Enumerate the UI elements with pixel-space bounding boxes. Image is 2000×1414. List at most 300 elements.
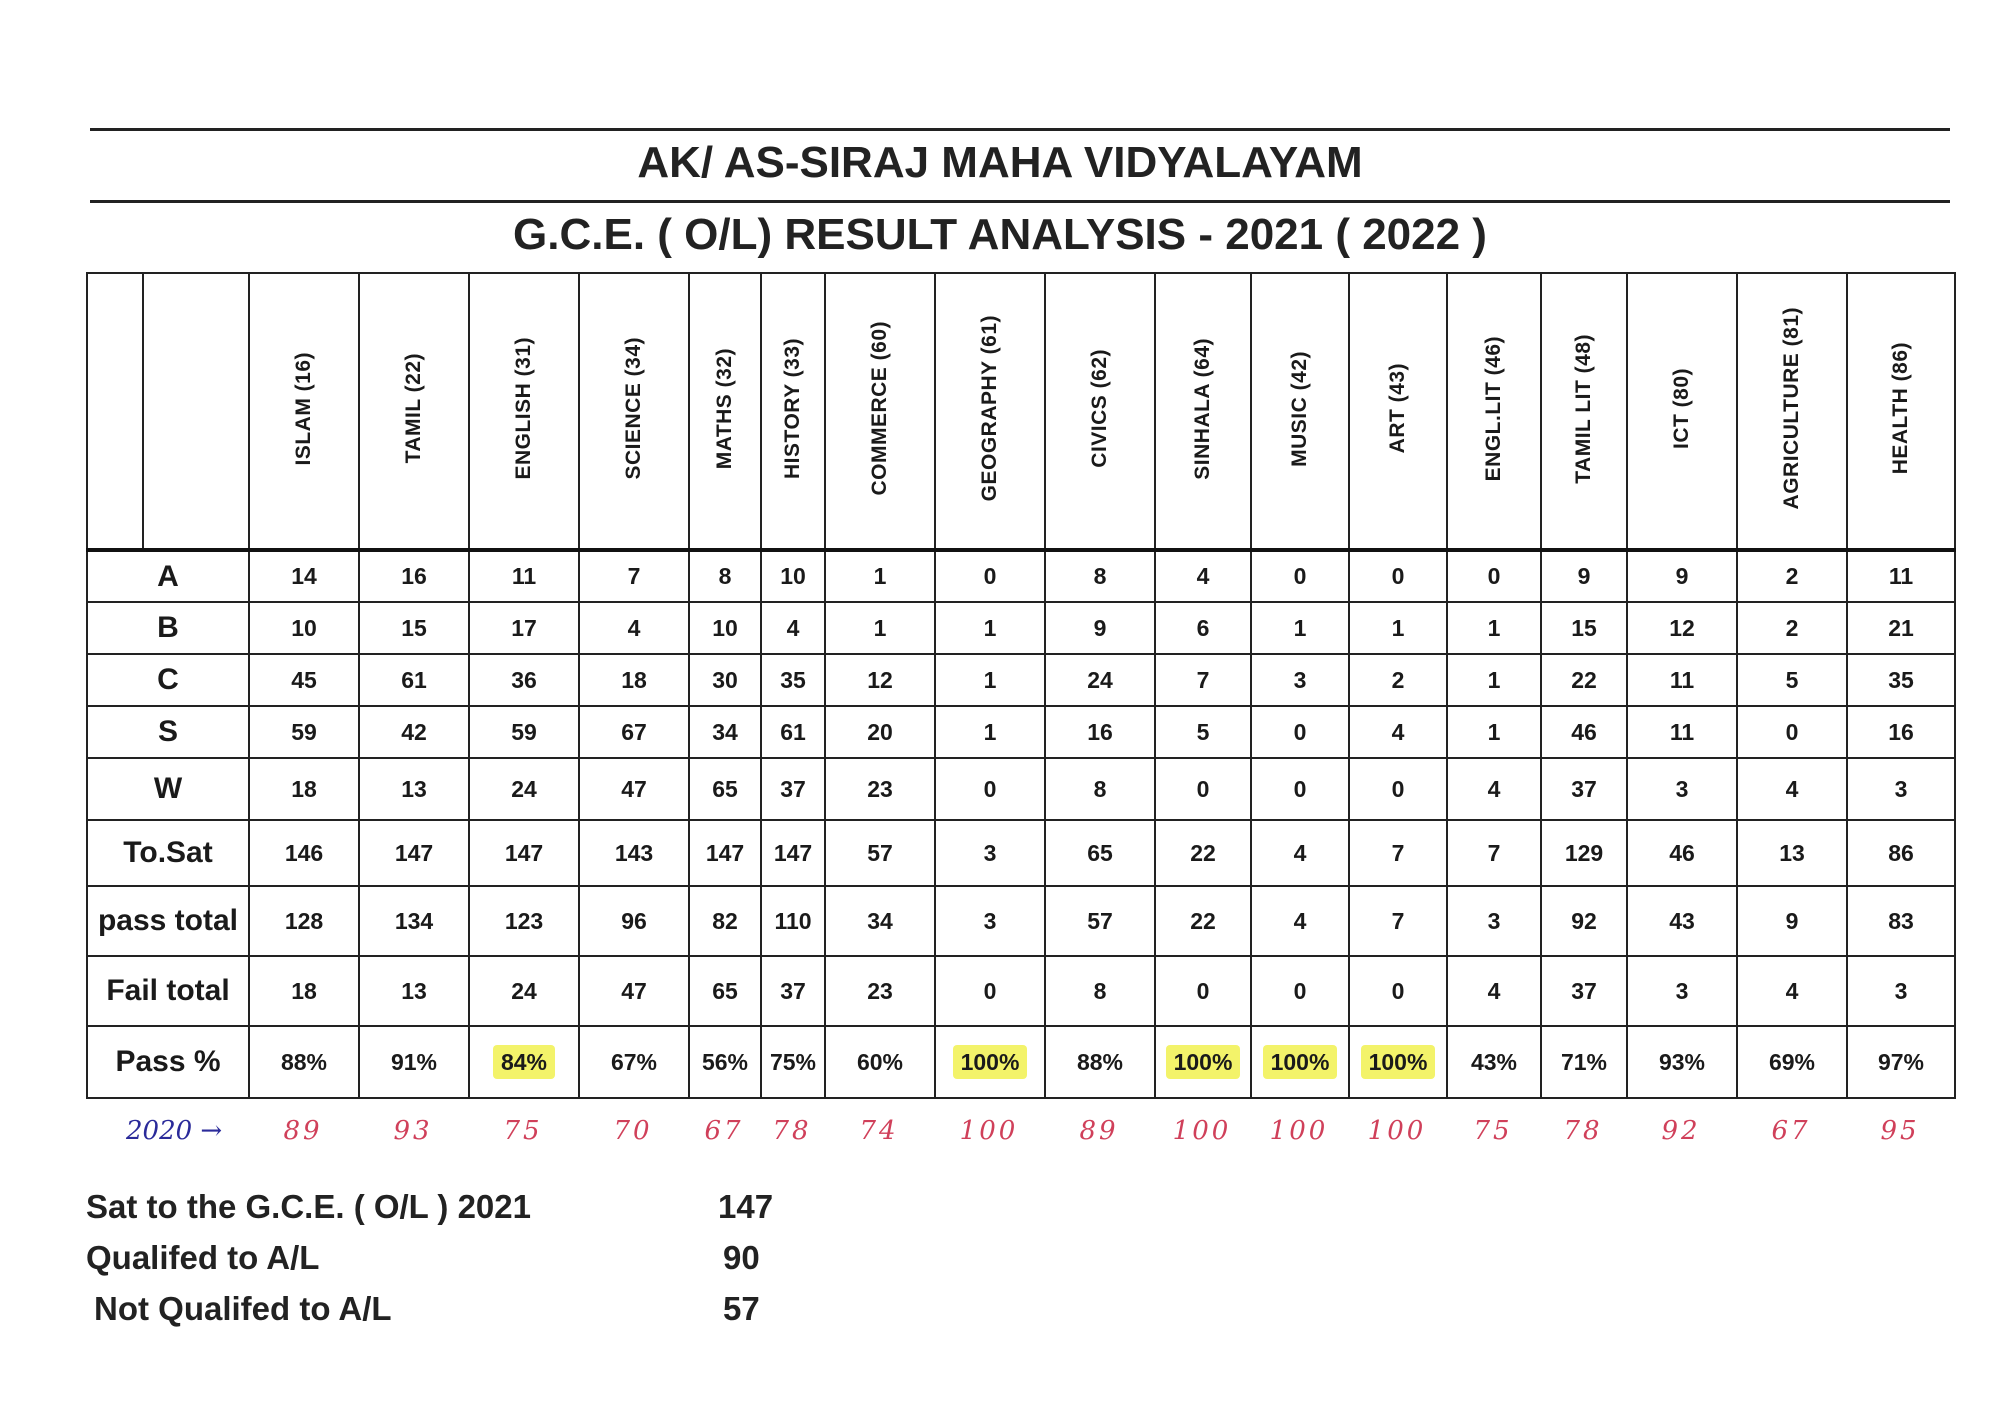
cell-value: 16 (1888, 718, 1914, 745)
cell-value: 0 (1293, 718, 1307, 745)
cell-value: 7 (627, 563, 641, 589)
cell-value: 37 (1571, 977, 1597, 1004)
cell-value: 7 (1487, 839, 1501, 866)
table-cell (469, 886, 579, 956)
highlighted-pass-value: 100% (1263, 1045, 1338, 1079)
handwritten-2020-value: 78 (772, 1116, 812, 1146)
table-cell (1627, 886, 1737, 956)
school-title: AK/ AS-SIRAJ MAHA VIDYALAYAM (637, 138, 1363, 187)
subject-header-label: TAMIL LIT (48) (1572, 333, 1595, 484)
cell-value: 71% (1560, 1048, 1608, 1075)
cell-value: 9 (1785, 907, 1799, 934)
table-cell (469, 956, 579, 1026)
table-cell (1847, 654, 1955, 706)
cell-value: 18 (291, 775, 317, 802)
cell-value: 3 (983, 839, 997, 866)
table-cell (1737, 886, 1847, 956)
cell-value: 22 (1571, 666, 1597, 693)
table-cell (1541, 550, 1627, 602)
handwritten-2020-value: 93 (393, 1116, 433, 1146)
handwritten-2020-value: 78 (1563, 1116, 1603, 1146)
table-cell (1737, 550, 1847, 602)
table-cell (935, 550, 1045, 602)
table-cell (1045, 956, 1155, 1026)
cell-value: 65 (712, 977, 738, 1004)
subject-header (761, 273, 825, 550)
cell-value: 34 (867, 907, 893, 934)
table-cell (1737, 758, 1847, 820)
summary-not-qualified-label: Not Qualifed to A/L (94, 1290, 392, 1327)
cell-value: 1 (983, 614, 997, 641)
table-cell (935, 706, 1045, 758)
table-cell (579, 706, 689, 758)
table-cell (825, 820, 935, 886)
cell-value: 88% (280, 1048, 328, 1075)
cell-value: 10 (291, 614, 317, 641)
cell-value: 13 (401, 775, 427, 802)
subject-header-label: GEOGRAPHY (61) (978, 315, 1001, 502)
table-cell (579, 654, 689, 706)
subject-header-label: ENGLISH (31) (512, 337, 535, 480)
cell-value: 45 (291, 666, 317, 693)
table-cell (1045, 1026, 1155, 1098)
table-cell (761, 602, 825, 654)
table-cell (935, 1026, 1045, 1098)
cell-value: 4 (1293, 839, 1307, 866)
cell-value: 11 (1888, 563, 1914, 589)
cell-value: 1 (983, 666, 997, 693)
cell-value: 0 (1293, 563, 1307, 589)
table-cell (761, 886, 825, 956)
cell-value: 4 (627, 614, 641, 641)
grade-row (87, 1026, 1955, 1098)
cell-value: 17 (511, 614, 537, 641)
table-cell (1447, 654, 1541, 706)
cell-value: 7 (1196, 666, 1210, 693)
cell-value: 4 (1487, 775, 1501, 802)
subject-header (1155, 273, 1251, 550)
table-cell (825, 550, 935, 602)
table-cell (1251, 654, 1349, 706)
table-cell (469, 1026, 579, 1098)
cell-value: 13 (401, 977, 427, 1004)
handwritten-2020-value: 100 (959, 1116, 1019, 1146)
table-cell (469, 706, 579, 758)
table-cell (935, 820, 1045, 886)
cell-value: 6 (1196, 614, 1210, 641)
cell-value: 4 (1785, 977, 1799, 1004)
table-cell (359, 550, 469, 602)
table-cell (689, 706, 761, 758)
grade-row (87, 654, 1955, 706)
cell-value: 7 (1391, 839, 1405, 866)
summary-qualified-value: 90 (723, 1239, 760, 1276)
subject-header (579, 273, 689, 550)
cell-value: 0 (1391, 563, 1405, 589)
cell-value: 4 (1487, 977, 1501, 1004)
table-cell (1045, 758, 1155, 820)
table-cell (1251, 602, 1349, 654)
table-cell (249, 706, 359, 758)
subject-header-label: ISLAM (16) (292, 351, 315, 466)
cell-value: 134 (394, 907, 434, 934)
subject-header-label: ART (43) (1386, 363, 1409, 454)
subject-header (359, 273, 469, 550)
cell-value: 59 (291, 718, 317, 745)
cell-value: 60% (856, 1048, 904, 1075)
row-label: To.Sat (87, 820, 249, 886)
table-cell (359, 758, 469, 820)
table-cell (249, 758, 359, 820)
cell-value: 24 (511, 775, 537, 802)
cell-value: 8 (1093, 775, 1107, 802)
table-cell (935, 654, 1045, 706)
table-cell (1251, 706, 1349, 758)
handwritten-2020-value: 100 (1172, 1116, 1232, 1146)
header-blank-cell (87, 273, 143, 550)
table-cell (1847, 886, 1955, 956)
cell-value: 10 (780, 563, 806, 589)
table-cell (825, 654, 935, 706)
row-label: Pass % (87, 1026, 249, 1098)
subject-header (1847, 273, 1955, 550)
grade-row (87, 602, 1955, 654)
exam-title: G.C.E. ( O/L) RESULT ANALYSIS - 2021 ( 2022 ) (513, 210, 1487, 259)
subject-header-label: SCIENCE (34) (622, 337, 645, 480)
grade-row (87, 550, 1955, 602)
cell-value: 97% (1877, 1048, 1925, 1075)
table-cell (689, 1026, 761, 1098)
table-cell (1541, 758, 1627, 820)
cell-value: 147 (773, 839, 813, 866)
table-cell (1155, 758, 1251, 820)
table-cell (1349, 1026, 1447, 1098)
table-cell (579, 956, 689, 1026)
cell-value: 43 (1669, 907, 1695, 934)
table-cell (1627, 1026, 1737, 1098)
table-cell (579, 550, 689, 602)
subject-header-label: SINHALA (64) (1191, 337, 1214, 480)
table-cell (469, 820, 579, 886)
cell-value: 9 (1675, 563, 1689, 589)
cell-value: 91% (390, 1048, 438, 1075)
cell-value: 21 (1888, 614, 1914, 641)
table-cell (359, 706, 469, 758)
cell-value: 3 (983, 907, 997, 934)
table-cell (1349, 706, 1447, 758)
subject-header (825, 273, 935, 550)
table-cell (1627, 654, 1737, 706)
cell-value: 2 (1391, 666, 1405, 693)
table-cell (825, 706, 935, 758)
cell-value: 92 (1571, 907, 1597, 934)
cell-value: 0 (1785, 718, 1799, 745)
cell-value: 1 (873, 563, 887, 589)
handwritten-2020-value: 92 (1661, 1116, 1701, 1146)
subject-header (1251, 273, 1349, 550)
results-table (86, 272, 1956, 1099)
table-cell (1447, 758, 1541, 820)
subject-header (1045, 273, 1155, 550)
cell-value: 11 (1669, 718, 1695, 745)
cell-value: 3 (1675, 977, 1689, 1004)
cell-value: 42 (401, 718, 427, 745)
table-cell (761, 1026, 825, 1098)
table-cell (359, 886, 469, 956)
table-cell (825, 1026, 935, 1098)
cell-value: 43% (1470, 1048, 1518, 1075)
subject-header-label: MUSIC (42) (1288, 350, 1311, 467)
cell-value: 129 (1564, 839, 1604, 866)
table-cell (1251, 886, 1349, 956)
summary-sat-value: 147 (718, 1188, 774, 1225)
table-cell (1251, 550, 1349, 602)
cell-value: 9 (1093, 614, 1107, 641)
cell-value: 147 (394, 839, 434, 866)
cell-value: 8 (718, 563, 732, 589)
table-cell (1541, 706, 1627, 758)
cell-value: 23 (867, 775, 893, 802)
table-cell (1847, 758, 1955, 820)
title-divider (90, 200, 1950, 203)
table-cell (825, 602, 935, 654)
cell-value: 37 (780, 977, 806, 1004)
grade-row (87, 956, 1955, 1026)
cell-value: 56% (701, 1048, 749, 1075)
cell-value: 35 (780, 666, 806, 693)
table-cell (689, 550, 761, 602)
subject-header (1541, 273, 1627, 550)
table-cell (579, 820, 689, 886)
cell-value: 0 (1196, 775, 1210, 802)
table-cell (249, 820, 359, 886)
cell-value: 57 (1087, 907, 1113, 934)
subject-header-label: MATHS (32) (713, 347, 736, 470)
cell-value: 0 (1293, 775, 1307, 802)
handwritten-2020-value: 67 (704, 1116, 744, 1146)
table-cell (1847, 956, 1955, 1026)
summary-sat-label: Sat to the G.C.E. ( O/L ) 2021 (86, 1188, 531, 1225)
cell-value: 1 (873, 614, 887, 641)
table-cell (1447, 706, 1541, 758)
cell-value: 4 (1391, 718, 1405, 745)
subject-header-label: CIVICS (62) (1088, 349, 1111, 468)
table-cell (1737, 706, 1847, 758)
handwritten-2020-value: 100 (1269, 1116, 1329, 1146)
cell-value: 16 (1087, 718, 1113, 745)
table-cell (469, 758, 579, 820)
table-cell (1627, 602, 1737, 654)
cell-value: 37 (1571, 775, 1597, 802)
subject-header-label: COMMERCE (60) (868, 321, 891, 496)
cell-value: 4 (1196, 563, 1210, 589)
grade-row (87, 758, 1955, 820)
cell-value: 57 (867, 839, 893, 866)
cell-value: 12 (1669, 614, 1695, 641)
table-cell (761, 706, 825, 758)
table-cell (761, 820, 825, 886)
table-cell (249, 550, 359, 602)
cell-value: 46 (1669, 839, 1695, 866)
table-cell (579, 886, 689, 956)
table-cell (1251, 758, 1349, 820)
table-cell (359, 654, 469, 706)
table-cell (689, 956, 761, 1026)
cell-value: 24 (511, 977, 537, 1004)
cell-value: 8 (1093, 977, 1107, 1004)
cell-value: 59 (511, 718, 537, 745)
row-label: A (87, 550, 249, 602)
cell-value: 147 (504, 839, 544, 866)
cell-value: 37 (780, 775, 806, 802)
handwritten-2020-value: 67 (1771, 1116, 1811, 1146)
grade-row (87, 820, 1955, 886)
cell-value: 18 (291, 977, 317, 1004)
table-cell (1737, 654, 1847, 706)
table-cell (1737, 956, 1847, 1026)
cell-value: 75% (769, 1048, 817, 1075)
cell-value: 22 (1190, 839, 1216, 866)
table-cell (935, 602, 1045, 654)
cell-value: 18 (621, 666, 647, 693)
cell-value: 2 (1785, 563, 1799, 589)
cell-value: 9 (1577, 563, 1591, 589)
table-cell (1847, 602, 1955, 654)
table-cell (1349, 550, 1447, 602)
cell-value: 69% (1768, 1048, 1816, 1075)
header-row (87, 273, 1955, 550)
summary-qualified-label: Qualifed to A/L (86, 1239, 320, 1276)
table-cell (1447, 550, 1541, 602)
table-cell (1045, 602, 1155, 654)
subject-header-label: ENGL.LIT (46) (1482, 335, 1505, 482)
table-cell (579, 602, 689, 654)
table-cell (1627, 706, 1737, 758)
cell-value: 15 (401, 614, 427, 641)
table-cell (689, 654, 761, 706)
table-cell (1541, 1026, 1627, 1098)
row-label: C (87, 654, 249, 706)
cell-value: 11 (511, 563, 537, 589)
cell-value: 1 (1293, 614, 1307, 641)
subject-header-label: ICT (80) (1670, 367, 1693, 449)
cell-value: 3 (1293, 666, 1307, 693)
cell-value: 5 (1785, 666, 1799, 693)
cell-value: 4 (1785, 775, 1799, 802)
table-cell (359, 602, 469, 654)
row-label: B (87, 602, 249, 654)
cell-value: 16 (401, 563, 427, 589)
handwritten-2020-value: 75 (1473, 1116, 1513, 1146)
cell-value: 3 (1894, 977, 1908, 1004)
cell-value: 47 (621, 775, 647, 802)
table-cell (1737, 1026, 1847, 1098)
cell-value: 86 (1888, 839, 1914, 866)
table-cell (689, 820, 761, 886)
grade-row (87, 886, 1955, 956)
handwritten-2020-value: 70 (613, 1116, 653, 1146)
table-cell (1737, 602, 1847, 654)
table-cell (1447, 956, 1541, 1026)
table-cell (469, 550, 579, 602)
subject-header-label: AGRICULTURE (81) (1780, 307, 1803, 510)
table-cell (1349, 956, 1447, 1026)
cell-value: 1 (983, 718, 997, 745)
cell-value: 0 (1487, 563, 1501, 589)
cell-value: 146 (284, 839, 324, 866)
cell-value: 110 (774, 907, 812, 934)
table-cell (1847, 820, 1955, 886)
handwritten-2020-row (86, 1112, 1954, 1156)
cell-value: 96 (621, 907, 647, 934)
table-cell (1155, 550, 1251, 602)
table-cell (825, 758, 935, 820)
cell-value: 147 (705, 839, 745, 866)
table-cell (1155, 602, 1251, 654)
table-cell (1349, 602, 1447, 654)
table-cell (1155, 654, 1251, 706)
table-cell (1155, 706, 1251, 758)
table-cell (689, 602, 761, 654)
cell-value: 7 (1391, 907, 1405, 934)
cell-value: 3 (1894, 775, 1908, 802)
table-cell (1541, 820, 1627, 886)
table-cell (249, 602, 359, 654)
cell-value: 2 (1785, 614, 1799, 641)
highlighted-pass-value: 100% (953, 1045, 1028, 1079)
table-cell (761, 654, 825, 706)
subject-header-label: TAMIL (22) (402, 353, 425, 464)
table-cell (1627, 820, 1737, 886)
table-cell (1349, 654, 1447, 706)
table-cell (1847, 706, 1955, 758)
table-cell (689, 886, 761, 956)
table-cell (469, 654, 579, 706)
cell-value: 0 (1293, 977, 1307, 1004)
table-cell (1627, 956, 1737, 1026)
handwritten-2020-value: 100 (1367, 1116, 1427, 1146)
handwritten-2020-label: 2020 → (126, 1116, 223, 1146)
subject-header (1737, 273, 1847, 550)
cell-value: 35 (1888, 666, 1914, 693)
cell-value: 1 (1487, 666, 1501, 693)
cell-value: 30 (712, 666, 738, 693)
cell-value: 13 (1779, 839, 1805, 866)
highlighted-pass-value: 84% (493, 1045, 555, 1079)
cell-value: 22 (1190, 907, 1216, 934)
subject-header (1627, 273, 1737, 550)
cell-value: 0 (1391, 977, 1405, 1004)
cell-value: 15 (1571, 614, 1597, 641)
table-cell (1251, 956, 1349, 1026)
table-cell (1155, 956, 1251, 1026)
table-cell (935, 956, 1045, 1026)
subject-header (1349, 273, 1447, 550)
cell-value: 0 (983, 775, 997, 802)
table-cell (1627, 550, 1737, 602)
table-cell (1251, 1026, 1349, 1098)
cell-value: 1 (1391, 614, 1405, 641)
table-cell (1349, 886, 1447, 956)
handwritten-2020-value: 74 (859, 1116, 899, 1146)
cell-value: 4 (1293, 907, 1307, 934)
table-cell (1251, 820, 1349, 886)
row-label: W (87, 758, 249, 820)
cell-value: 3 (1487, 907, 1501, 934)
cell-value: 65 (1087, 839, 1113, 866)
table-cell (825, 886, 935, 956)
header-label-cell (143, 273, 249, 550)
